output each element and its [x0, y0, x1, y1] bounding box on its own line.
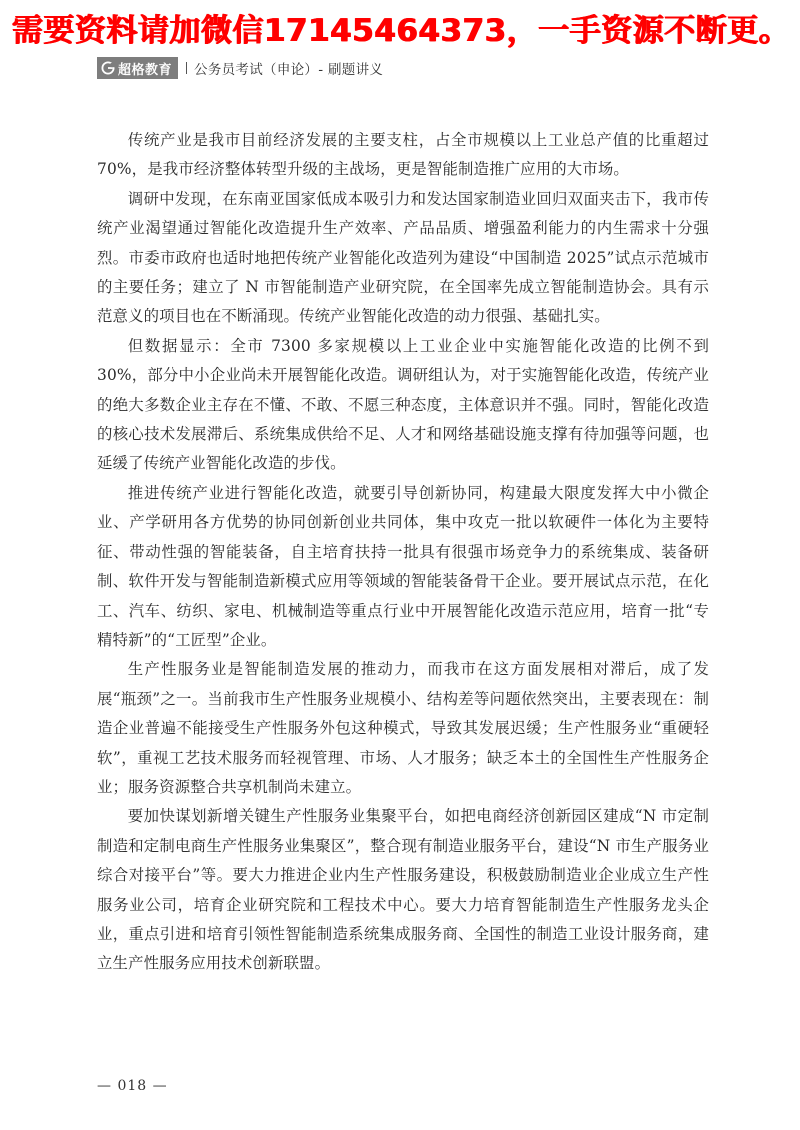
paragraph-2: 调研中发现，在东南亚国家低成本吸引力和发达国家制造业回归双面夹击下，我市传统产业渴望通过智能化改造提升生产效率、产品品质、增强盈利能力的内生需求十分强烈。市委市政府也适时地把传统产业智能化改造列为建设“中国制造 2025”试点示范城市的主要任务；建立了 N 市智能制造产业研究院，在全国率先成立智能制造协会。具有示范意义的项目也在不断涌现。传统产业智能化改造的动力很强、基础扎实。 [97, 189, 709, 326]
page-number: — 018 — [97, 1078, 168, 1094]
watermark-banner: 需要资料请加微信17145464373，一手资源不断更。 [12, 13, 791, 49]
document-body [97, 126, 709, 979]
paragraph-1: 传统产业是我市目前经济发展的主要支柱，占全市规模以上工业总产值的比重超过 70%，是我市经济整体转型升级的主战场，更是智能制造推广应用的大市场。 [97, 131, 709, 179]
header-separator [186, 62, 187, 74]
document-title: 公务员考试（申论）- 刷题讲义 [194, 62, 384, 78]
brand-logo [97, 57, 178, 79]
paragraph-3: 但数据显示：全市 7300 多家规模以上工业企业中实施智能化改造的比例不到 30%，部分中小企业尚未开展智能化改造。调研组认为，对于实施智能化改造，传统产业的绝大多数企业主存在不懂、不敢、不愿三种态度，主体意识并不强。同时，智能化改造的核心技术发展滞后、系统集成供给不足、人才和网络基础设施支撑有待加强等问题，也延缓了传统产业智能化改造的步伐。 [97, 336, 709, 473]
g-logo-icon [101, 61, 115, 75]
brand-name: 超格教育 [118, 62, 173, 78]
paragraph-4: 推进传统产业进行智能化改造，就要引导创新协同，构建最大限度发挥大中小微企业、产学研用各方优势的协同创新创业共同体，集中攻克一批以软硬件一体化为主要特征、带动性强的智能装备，自主培育扶持一批具有很强市场竞争力的系统集成、装备研制、软件开发与智能制造新模式应用等领域的智能装备骨干企业。要开展试点示范，在化工、汽车、纺织、家电、机械制造等重点行业中开展智能化改造示范应用，培育一批“专精特新”的“工匠型”企业。 [97, 483, 709, 649]
paragraph-5: 生产性服务业是智能制造发展的推动力，而我市在这方面发展相对滞后，成了发展“瓶颈”之一。当前我市生产性服务业规模小、结构差等问题依然突出，主要表现在：制造企业普遍不能接受生产性服务外包这种模式，导致其发展迟缓；生产性服务业“重硬轻软”，重视工艺技术服务而轻视管理、市场、人才服务；缺乏本土的全国性生产性服务企业；服务资源整合共享机制尚未建立。 [97, 660, 709, 796]
page-header [97, 57, 383, 79]
paragraph-6: 要加快谋划新增关键生产性服务业集聚平台，如把电商经济创新园区建成“N 市定制制造和定制电商生产性服务业集聚区”，整合现有制造业服务平台，建设“N 市生产服务业综合对接平台”等。要大力推进企业内生产性服务建设，积极鼓励制造业企业成立生产性服务业公司，培育企业研究院和工程技术中心。要大力培育智能制造生产性服务龙头企业，重点引进和培育引领性智能制造系统集成服务商、全国性的制造工业设计服务商，建立生产性服务应用技术创新联盟。 [97, 807, 709, 973]
